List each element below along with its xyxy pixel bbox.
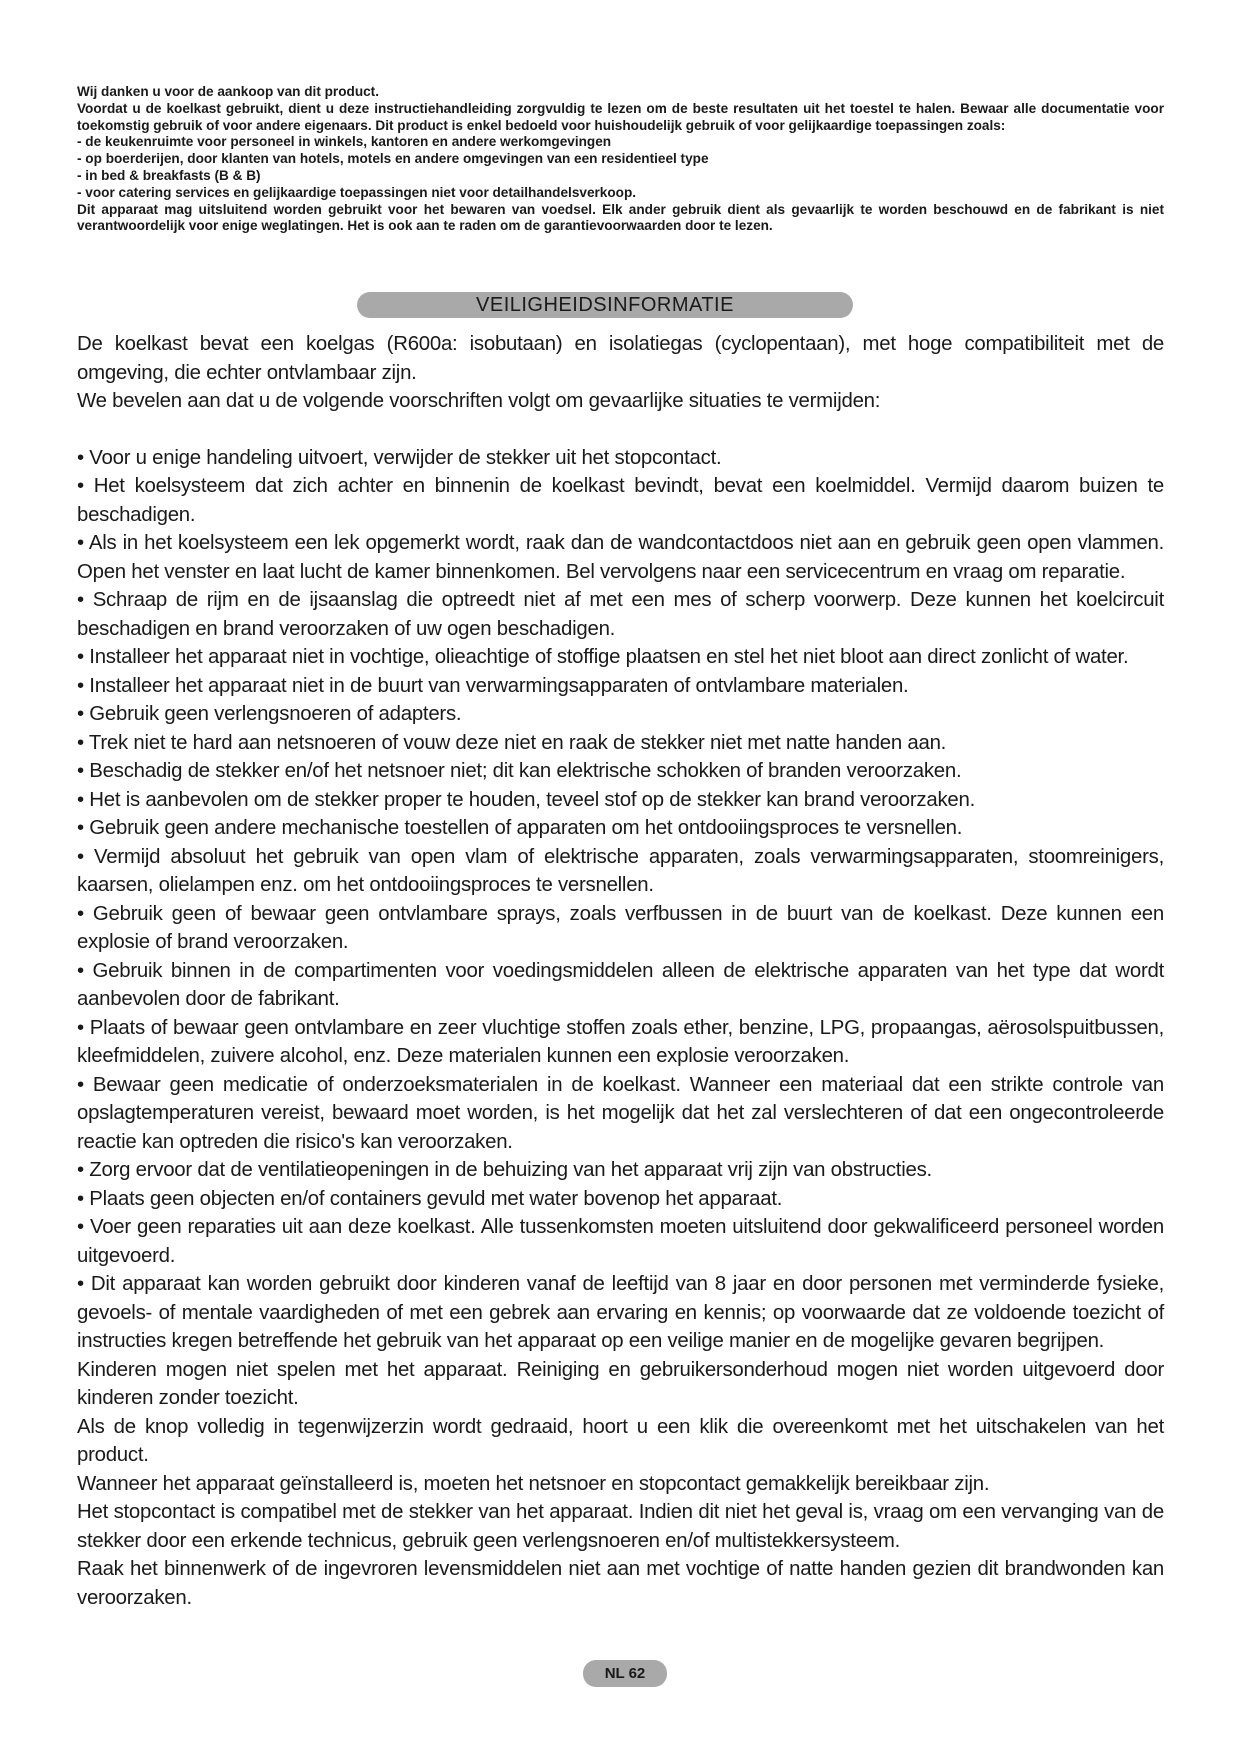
section-title: VEILIGHEIDSINFORMATIE [476,294,734,316]
safety-body [77,330,1164,1612]
section-heading [357,292,853,318]
closing-paragraph: Het stopcontact is compatibel met de stekker van het apparaat. Indien dit niet het geval is, vraag om een vervanging van de stekker door een erkende technicus, gebruik geen verlengsnoeren en/of multistekkersysteem. [77,1501,1164,1552]
bullet-item: • Als in het koelsysteem een lek opgemerkt wordt, raak dan de wandcontactdoos niet aan en gebruik geen open vlammen. Open het venster en laat lucht de kamer binnenkomen. Bel vervolgens naar een servicecentrum en vraag om reparatie. [77,532,1164,583]
bullet-item: • Gebruik geen of bewaar geen ontvlambare sprays, zoals verfbussen in de buurt van de koelkast. Deze kunnen een explosie of brand veroorzaken. [77,902,1164,953]
bullet-item: • Voor u enige handeling uitvoert, verwijder de stekker uit het stopcontact. [77,446,722,469]
bullet-item: • Het is aanbevolen om de stekker proper te houden, teveel stof op de stekker kan brand veroorzaken. [77,788,975,811]
bullet-item: • Schraap de rijm en de ijsaanslag die optreedt niet af met een mes of scherp voorwerp. Deze kunnen het koelcircuit beschadigen en brand veroorzaken of uw ogen beschadigen. [77,589,1164,640]
bullet-item: • Voer geen reparaties uit aan deze koelkast. Alle tussenkomsten moeten uitsluitend door gekwalificeerd personeel worden uitgevoerd. [77,1216,1164,1267]
intro-list-item: - voor catering services en gelijkaardige toepassingen niet voor detailhandelsverkoop. [77,184,637,200]
intro-block [77,84,1164,235]
bullet-item: • Bewaar geen medicatie of onderzoeksmaterialen in de koelkast. Wanneer een materiaal dat een strikte controle van opslagtemperaturen vereist, bewaard moet worden, is het mogelijk dat het zal verslechteren of dat een ongecontroleerde reactie kan optreden die risico's kan veroorzaken. [77,1073,1164,1153]
intro-list-item: - in bed & breakfasts (B & B) [77,167,261,183]
bullet-item: • Beschadig de stekker en/of het netsnoer niet; dit kan elektrische schokken of branden veroorzaken. [77,760,962,782]
closing-paragraph: Kinderen mogen niet spelen met het apparaat. Reiniging en gebruikersonderhoud mogen niet worden uitgevoerd door kinderen zonder toezicht. [77,1358,1164,1409]
bullet-item: • Gebruik geen verlengsnoeren of adapters. [77,703,462,725]
bullet-item: • Zorg ervoor dat de ventilatieopeningen in de behuizing van het apparaat vrij zijn van obstructies. [77,1159,932,1181]
bullet-item: • Gebruik geen andere mechanische toestellen of apparaten om het ontdooiingsproces te versnellen. [77,817,963,839]
closing-paragraph: Raak het binnenwerk of de ingevroren levensmiddelen niet aan met vochtige of natte handen gezien dit brandwonden kan veroorzaken. [77,1558,1164,1609]
bullet-item: • Gebruik binnen in de compartimenten voor voedingsmiddelen alleen de elektrische apparaten van het type dat wordt aanbevolen door de fabrikant. [77,959,1164,1010]
bullet-item: • Trek niet te hard aan netsnoeren of vouw deze niet en raak de stekker niet met natte handen aan. [77,731,947,754]
closing-paragraph: Als de knop volledig in tegenwijzerzin wordt gedraaid, hoort u een klik die overeenkomt met het uitschakelen van het product. [77,1415,1164,1466]
bullet-item: • Installeer het apparaat niet in de buurt van verwarmingsapparaten of ontvlambare materialen. [77,674,909,697]
lead-paragraph: De koelkast bevat een koelgas (R600a: isobutaan) en isolatiegas (cyclopentaan), met hoge compatibiliteit met de omgeving, die echter ontvlambaar zijn. [77,333,1164,384]
intro-list-item: - de keukenruimte voor personeel in winkels, kantoren en andere werkomgevingen [77,134,612,150]
intro-paragraph: Voordat u de koelkast gebruikt, dient u deze instructiehandleiding zorgvuldig te lezen om de beste resultaten uit het toestel te halen. Bewaar alle documentatie voor toekomstig gebruik of voor andere eigenaars. Dit product is enkel bedoeld voor huishoudelijk gebruik of voor gelijkaardige toepassingen zoals: [77,100,1164,133]
bullet-item: • Plaats geen objecten en/of containers gevuld met water bovenop het apparaat. [77,1187,783,1210]
bullet-item: • Dit apparaat kan worden gebruikt door kinderen vanaf de leeftijd van 8 jaar en door personen met verminderde fysieke, gevoels- of mentale vaardigheden of met een gebrek aan ervaring en kennis; op voorwaarde dat ze voldoende toezicht of instructies kregen betreffende het gebruik van het apparaat op een veilige manier en de mogelijke gevaren begrijpen. [77,1273,1164,1352]
page-number: NL 62 [604,1665,646,1682]
bullet-item: • Het koelsysteem dat zich achter en binnenin de koelkast bevindt, bevat een koelmiddel. Vermijd daarom buizen te beschadigen. [77,475,1164,526]
page-number-badge [583,1660,667,1687]
spacer [77,416,1164,444]
bullet-item: • Plaats of bewaar geen ontvlambare en zeer vluchtige stoffen zoals ether, benzine, LPG, propaangas, aërosolspuitbussen, kleefmiddelen, zuivere alcohol, enz. Deze materialen kunnen een explosie veroorzaken. [77,1016,1164,1067]
lead-paragraph: We bevelen aan dat u de volgende voorschriften volgt om gevaarlijke situaties te vermijden: [77,390,881,412]
intro-paragraph: Dit apparaat mag uitsluitend worden gebruikt voor het bewaren van voedsel. Elk ander gebruik dient als gevaarlijk te worden beschouwd en de fabrikant is niet verantwoordelijk voor enige weglatingen. Het is ook aan te raden om de garantievoorwaarden door te lezen. [77,201,1164,234]
closing-paragraph: Wanneer het apparaat geïnstalleerd is, moeten het netsnoer en stopcontact gemakkelijk bereikbaar zijn. [77,1472,990,1495]
intro-paragraph: Wij danken u voor de aankoop van dit product. [77,84,379,99]
bullet-item: • Vermijd absoluut het gebruik van open vlam of elektrische apparaten, zoals verwarmingsapparaten, stoomreinigers, kaarsen, olielampen enz. om het ontdooiingsproces te versnellen. [77,845,1164,896]
bullet-item: • Installeer het apparaat niet in vochtige, olieachtige of stoffige plaatsen en stel het niet bloot aan direct zonlicht of water. [77,646,1129,668]
intro-list-item: - op boerderijen, door klanten van hotels, motels en andere omgevingen van een residentieel type [77,151,709,167]
